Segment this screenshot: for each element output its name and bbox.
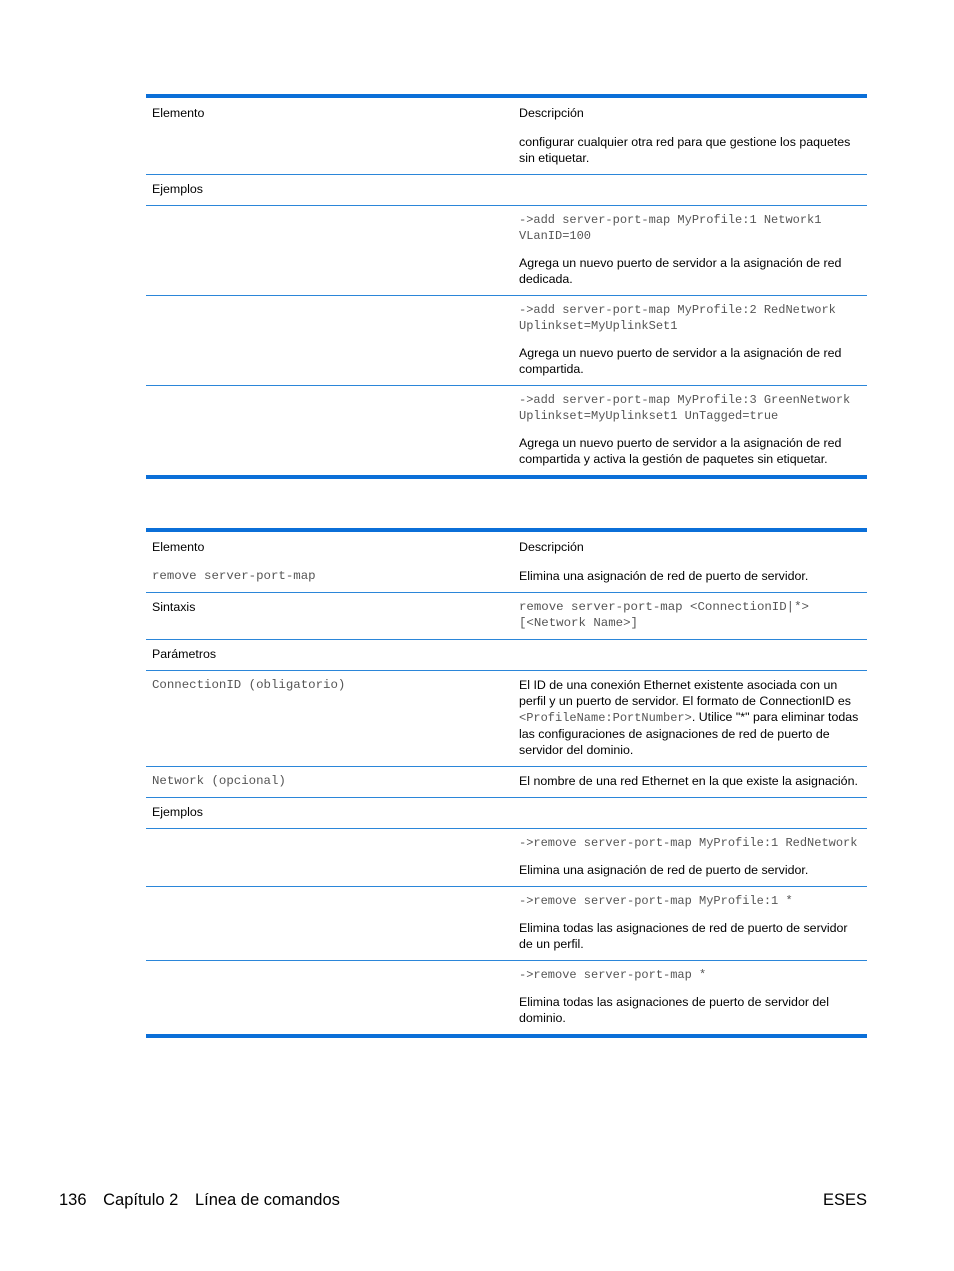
- table-row: [146, 175, 867, 206]
- chapter-title: Línea de comandos: [194, 1191, 340, 1209]
- table-row: [146, 640, 867, 671]
- inline-code: <ProfileName:PortNumber>: [519, 711, 692, 725]
- parameter-name: ConnectionID (obligatorio): [152, 678, 346, 692]
- example-description: Elimina todas las asignaciones de puerto de servidor del dominio.: [519, 995, 829, 1025]
- example-command: ->add server-port-map MyProfile:1 Network1 VLanID=100: [519, 213, 822, 243]
- table-header-row: [146, 96, 867, 128]
- table-header-row: [146, 530, 867, 562]
- example-description: Agrega un nuevo puerto de servidor a la asignación de red compartida y activa la gestión de paquetes sin etiquetar.: [519, 436, 842, 466]
- command-description: Elimina una asignación de red de puerto de servidor.: [519, 569, 809, 583]
- example-command: ->remove server-port-map MyProfile:1 *: [519, 894, 793, 908]
- parameter-name: Network (opcional): [152, 774, 286, 788]
- table-row: [146, 798, 867, 829]
- example-command: ->remove server-port-map MyProfile:1 RedNetwork: [519, 836, 858, 850]
- continued-description: configurar cualquier otra red para que gestione los paquetes sin etiquetar.: [519, 135, 851, 165]
- example-row: [146, 206, 867, 296]
- column-header-elemento: Elemento: [152, 540, 205, 554]
- column-header-descripcion: Descripción: [519, 106, 584, 120]
- column-header-descripcion: Descripción: [519, 540, 584, 554]
- examples-label: Ejemplos: [152, 182, 203, 196]
- parameter-row: [146, 767, 867, 798]
- example-description: Elimina todas las asignaciones de red de puerto de servidor de un perfil.: [519, 921, 848, 951]
- parameter-description: El ID de una conexión Ethernet existente asociada con un perfil y un puerto de servidor. El formato de ConnectionID es <ProfileName:PortNumber>. Utilice "*" para eliminar todas las configuraciones de asignaciones de red de puerto de servidor del dominio.: [519, 678, 859, 757]
- example-command: ->remove server-port-map *: [519, 968, 707, 982]
- example-command: ->add server-port-map MyProfile:3 GreenNetwork Uplinkset=MyUplinkset1 UnTagged=true: [519, 393, 851, 423]
- example-row: [146, 829, 867, 887]
- locale-code: ESES: [822, 1191, 867, 1209]
- example-row: [146, 887, 867, 961]
- example-command: ->add server-port-map MyProfile:2 RedNetwork Uplinkset=MyUplinkSet1: [519, 303, 836, 333]
- example-description: Agrega un nuevo puerto de servidor a la asignación de red dedicada.: [519, 256, 842, 286]
- page-footer: [59, 1191, 340, 1210]
- chapter-label: Capítulo 2: [103, 1191, 179, 1209]
- example-description: Elimina una asignación de red de puerto de servidor.: [519, 863, 809, 877]
- page-number: 136: [59, 1191, 87, 1209]
- table-remove-server-port-map: [146, 528, 867, 1038]
- parameters-label: Parámetros: [152, 647, 217, 661]
- syntax-value: remove server-port-map <ConnectionID|*> [<Network Name>]: [519, 600, 809, 630]
- examples-label: Ejemplos: [152, 805, 203, 819]
- example-row: [146, 386, 867, 478]
- table-row: [146, 128, 867, 175]
- example-row: [146, 961, 867, 1037]
- column-header-elemento: Elemento: [152, 106, 205, 120]
- table-row: [146, 593, 867, 640]
- example-description: Agrega un nuevo puerto de servidor a la asignación de red compartida.: [519, 346, 842, 376]
- parameter-description: El nombre de una red Ethernet en la que existe la asignación.: [519, 774, 858, 788]
- parameter-row: [146, 671, 867, 767]
- example-row: [146, 296, 867, 386]
- table-add-server-port-map-continued: [146, 94, 867, 479]
- table-row: [146, 562, 867, 593]
- syntax-label: Sintaxis: [152, 600, 196, 614]
- command-name: remove server-port-map: [152, 569, 316, 583]
